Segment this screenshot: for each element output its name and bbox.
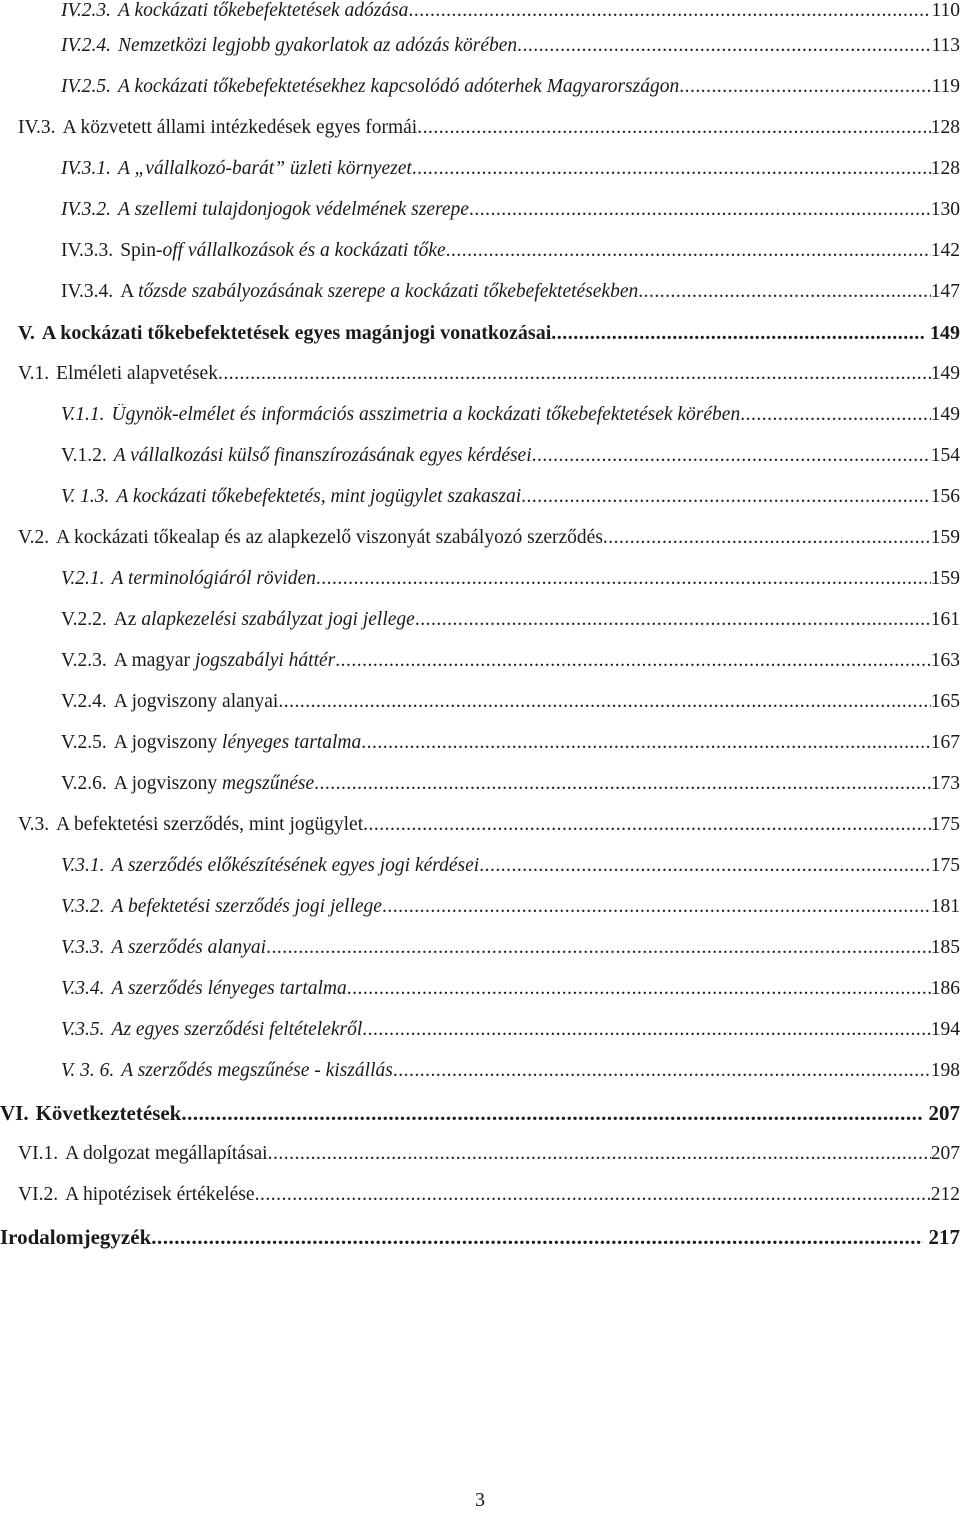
toc-entry[interactable] bbox=[61, 609, 960, 639]
toc-entry-number: V.1.2. bbox=[61, 445, 107, 466]
toc-leader-dots bbox=[362, 1019, 930, 1041]
toc-entry-title: A szerződés megszűnése - kiszállás bbox=[121, 1060, 393, 1081]
toc-leader-dots bbox=[521, 486, 931, 508]
toc-leader-dots bbox=[316, 568, 931, 590]
toc-entry-number: IV.3. bbox=[18, 117, 56, 138]
toc-entry-page: 149 bbox=[930, 404, 960, 425]
toc-entry-number: VI.1. bbox=[18, 1143, 59, 1164]
toc-entry-page: 207 bbox=[928, 1101, 960, 1125]
toc-entry[interactable] bbox=[61, 404, 960, 434]
toc-entry-number: V. 1.3. bbox=[61, 486, 110, 507]
toc-entry-page: 175 bbox=[930, 855, 960, 876]
toc-entry-title bbox=[114, 773, 314, 795]
toc-entry-title: A befektetési szerződés, mint jogügylet bbox=[56, 814, 364, 835]
toc-leader-dots bbox=[412, 158, 931, 180]
toc-entry[interactable] bbox=[18, 1143, 960, 1173]
toc-entry-page: 163 bbox=[930, 650, 960, 671]
toc-leader-dots bbox=[393, 1060, 931, 1082]
toc-entry-number: V. bbox=[18, 322, 35, 344]
toc-entry-number: VI. bbox=[0, 1101, 29, 1125]
toc-entry-number: V.3.3. bbox=[61, 937, 105, 958]
toc-entry-number: IV.2.5. bbox=[61, 76, 112, 97]
toc-entry-title: A kockázati tőkebefektetés, mint jogügylet szakaszai bbox=[116, 486, 522, 507]
toc-entry[interactable] bbox=[61, 35, 960, 65]
toc-entry-page: 159 bbox=[930, 568, 960, 589]
toc-entry-page: 198 bbox=[930, 1060, 960, 1081]
toc-entry-page: 130 bbox=[930, 199, 960, 220]
toc-entry-page: 173 bbox=[930, 773, 960, 794]
toc-leader-dots bbox=[363, 814, 931, 836]
toc-entry-page: 154 bbox=[930, 445, 960, 466]
toc-entry[interactable] bbox=[18, 117, 960, 147]
toc-entry-number: V.2.4. bbox=[61, 691, 107, 712]
toc-entry-title: Irodalomjegyzék bbox=[0, 1225, 152, 1249]
toc-leader-dots bbox=[532, 445, 931, 467]
toc-leader-dots bbox=[255, 1184, 931, 1206]
toc-entry-number: VI.2. bbox=[18, 1184, 59, 1205]
toc-entry-page: 147 bbox=[930, 281, 960, 302]
toc-entry-page: 185 bbox=[930, 937, 960, 958]
toc-entry-number: IV.3.1. bbox=[61, 158, 112, 179]
toc-entry-page: 113 bbox=[931, 35, 960, 56]
toc-entry-title-plain: A magyar bbox=[113, 650, 195, 671]
toc-entry-number: V.2. bbox=[18, 527, 50, 548]
toc-entry-title-plain: Spin- bbox=[120, 240, 163, 261]
toc-entry-number: V.3.4. bbox=[61, 978, 105, 999]
toc-entry[interactable] bbox=[61, 486, 960, 516]
toc-entry-title: Nemzetközi legjobb gyakorlatok az adózás körében bbox=[118, 35, 518, 56]
toc-entry[interactable] bbox=[0, 1101, 960, 1131]
toc-entry-title: A befektetési szerződés jogi jellege bbox=[111, 896, 382, 917]
toc-entry[interactable] bbox=[61, 650, 960, 680]
toc-entry-title: A „vállalkozó-barát” üzleti környezet bbox=[118, 158, 412, 179]
toc-entry[interactable] bbox=[61, 691, 960, 721]
toc-entry-page: 119 bbox=[931, 76, 960, 97]
toc-entry-title-italic: alapkezelési szabályzat jogi jellege bbox=[141, 609, 415, 630]
toc-leader-dots bbox=[446, 240, 931, 262]
toc-entry[interactable] bbox=[61, 568, 960, 598]
toc-entry-title-italic: lényeges tartalma bbox=[222, 732, 362, 753]
toc-entry-title: Az egyes szerződési feltételekről bbox=[111, 1019, 363, 1040]
toc-entry-page: 149 bbox=[930, 322, 960, 344]
toc-entry[interactable] bbox=[18, 527, 960, 557]
toc-entry-page: 186 bbox=[930, 978, 960, 999]
toc-entry-title: Következtetések bbox=[35, 1101, 182, 1125]
toc-entry-number: V.2.1. bbox=[61, 568, 105, 589]
toc-entry-title bbox=[120, 240, 445, 262]
toc-leader-dots bbox=[335, 650, 931, 672]
toc-entry-number: V.3.2. bbox=[61, 896, 105, 917]
toc-entry-page: 156 bbox=[930, 486, 960, 507]
toc-entry-title: Elméleti alapvetések bbox=[56, 363, 218, 384]
toc-entry-page: 167 bbox=[930, 732, 960, 753]
toc-entry[interactable] bbox=[61, 281, 960, 311]
toc-entry[interactable] bbox=[18, 322, 960, 352]
toc-leader-dots bbox=[551, 322, 924, 345]
toc-entry[interactable] bbox=[18, 814, 960, 844]
toc-entry-title: A szerződés alanyai bbox=[111, 937, 267, 958]
toc-entry-page: 217 bbox=[928, 1225, 960, 1249]
toc-leader-dots bbox=[314, 773, 931, 795]
toc-entry-number: V.3.5. bbox=[61, 1019, 105, 1040]
toc-entry[interactable] bbox=[61, 896, 960, 926]
toc-entry-page: 207 bbox=[930, 1143, 960, 1164]
toc-entry-title-italic: jogszabályi háttér bbox=[194, 650, 336, 671]
toc-entry-page: 212 bbox=[930, 1184, 960, 1205]
toc-entry-title bbox=[120, 281, 638, 303]
toc-leader-dots bbox=[417, 117, 931, 139]
toc-entry-title bbox=[114, 609, 415, 631]
toc-entry[interactable] bbox=[61, 732, 960, 762]
toc-entry-title-italic: tőzsde szabályozásának szerepe a kockázati tőkebefektetésekben bbox=[138, 281, 639, 302]
toc-leader-dots bbox=[517, 35, 931, 57]
toc-leader-dots bbox=[382, 896, 931, 918]
toc-entry-number: IV.3.4. bbox=[61, 281, 114, 302]
toc-entry[interactable] bbox=[61, 1019, 960, 1049]
toc-entry-title-plain: A jogviszony bbox=[113, 732, 223, 753]
toc-entry[interactable] bbox=[0, 1225, 960, 1255]
toc-leader-dots bbox=[278, 691, 930, 713]
toc-entry-page: 128 bbox=[930, 158, 960, 179]
toc-entry-title bbox=[114, 650, 336, 672]
toc-entry-title: A szerződés előkészítésének egyes jogi kérdései bbox=[111, 855, 480, 876]
toc-entry[interactable] bbox=[61, 937, 960, 967]
toc-entry-page: 161 bbox=[930, 609, 960, 630]
toc-entry-number: V.1. bbox=[18, 363, 50, 384]
toc-entry[interactable] bbox=[61, 1060, 960, 1090]
toc-leader-dots bbox=[479, 855, 931, 877]
toc-leader-dots bbox=[740, 404, 931, 426]
toc-leader-dots bbox=[408, 0, 931, 22]
toc-entry-title: A szerződés lényeges tartalma bbox=[111, 978, 347, 999]
toc-entry[interactable] bbox=[18, 363, 960, 393]
toc-entry-page: 128 bbox=[930, 117, 960, 138]
toc-entry-title: A kockázati tőkebefektetések egyes magánjogi vonatkozásai bbox=[41, 322, 552, 344]
toc-leader-dots bbox=[181, 1101, 922, 1126]
toc-entry[interactable] bbox=[61, 855, 960, 885]
toc-entry-title-plain: Az bbox=[113, 609, 142, 630]
toc-entry-title bbox=[114, 732, 362, 754]
toc-leader-dots bbox=[638, 281, 931, 303]
toc-entry-title: A vállalkozási külső finanszírozásának egyes kérdései bbox=[113, 445, 532, 466]
toc-entry-title bbox=[114, 691, 279, 713]
toc-entry-title: A közvetett állami intézkedések egyes formái bbox=[62, 117, 418, 138]
toc-entry[interactable] bbox=[61, 0, 960, 30]
toc-entry-page: 194 bbox=[930, 1019, 960, 1040]
toc-leader-dots bbox=[347, 978, 931, 1000]
toc-entry-page: 159 bbox=[930, 527, 960, 548]
toc-entry-number: V.1.1. bbox=[61, 404, 105, 425]
toc-entry-number: IV.2.3. bbox=[61, 0, 112, 21]
toc-leader-dots bbox=[469, 199, 931, 221]
page-number: 3 bbox=[475, 1489, 485, 1511]
toc-entry[interactable] bbox=[61, 773, 960, 803]
toc-entry[interactable] bbox=[61, 199, 960, 229]
toc-entry-number: V.2.2. bbox=[61, 609, 107, 630]
toc-leader-dots bbox=[268, 1143, 931, 1165]
toc-entry-number: V. 3. 6. bbox=[61, 1060, 115, 1081]
toc-entry-title: A szellemi tulajdonjogok védelmének szerepe bbox=[118, 199, 469, 220]
toc-entry-title-italic: megszűnése bbox=[222, 773, 315, 794]
toc-entry-number: IV.2.4. bbox=[61, 35, 112, 56]
toc-entry-page: 175 bbox=[930, 814, 960, 835]
toc-entry[interactable] bbox=[61, 76, 960, 106]
toc-entry-number: V.2.3. bbox=[61, 650, 107, 671]
toc-leader-dots bbox=[266, 937, 931, 959]
toc-entry[interactable] bbox=[61, 978, 960, 1008]
toc-leader-dots bbox=[151, 1225, 922, 1250]
toc-entry-title: A kockázati tőkebefektetésekhez kapcsolódó adóterhek Magyarországon bbox=[118, 76, 680, 97]
toc-entry-number: IV.3.3. bbox=[61, 240, 114, 261]
toc-entry-page: 110 bbox=[931, 0, 960, 21]
toc-entry[interactable] bbox=[61, 445, 960, 475]
toc-entry-title-plain: A jogviszony alanyai bbox=[113, 691, 279, 712]
toc-entry-title-italic: off vállalkozások és a kockázati tőke bbox=[162, 240, 446, 261]
toc-entry[interactable] bbox=[18, 1184, 960, 1214]
toc-entry-page: 181 bbox=[930, 896, 960, 917]
toc-entry-title: Ügynök-elmélet és információs asszimetria a kockázati tőkebefektetések körében bbox=[111, 404, 741, 425]
toc-leader-dots bbox=[679, 76, 931, 98]
toc-entry-number: V.2.5. bbox=[61, 732, 107, 753]
toc-entry-number: V.2.6. bbox=[61, 773, 107, 794]
toc-leader-dots bbox=[218, 363, 931, 385]
toc-entry-title: A terminológiáról röviden bbox=[111, 568, 316, 589]
toc-entry-page: 165 bbox=[930, 691, 960, 712]
toc-leader-dots bbox=[415, 609, 931, 631]
toc-entry-title: A kockázati tőkebefektetések adózása bbox=[118, 0, 409, 21]
toc-entry-title: A kockázati tőkealap és az alapkezelő viszonyát szabályozó szerződés bbox=[56, 527, 603, 548]
toc-entry-title: A dolgozat megállapításai bbox=[65, 1143, 268, 1164]
toc-entry[interactable] bbox=[61, 158, 960, 188]
toc-entry-page: 149 bbox=[930, 363, 960, 384]
toc-entry-title-plain: A jogviszony bbox=[113, 773, 223, 794]
toc-entry[interactable] bbox=[61, 240, 960, 270]
toc-entry-number: IV.3.2. bbox=[61, 199, 112, 220]
toc-leader-dots bbox=[603, 527, 931, 549]
toc-entry-number: V.3. bbox=[18, 814, 50, 835]
toc-entry-page: 142 bbox=[930, 240, 960, 261]
toc-entry-title: A hipotézisek értékelése bbox=[65, 1184, 255, 1205]
toc-leader-dots bbox=[361, 732, 931, 754]
toc-entry-title-plain: A bbox=[120, 281, 139, 302]
toc-entry-number: V.3.1. bbox=[61, 855, 105, 876]
